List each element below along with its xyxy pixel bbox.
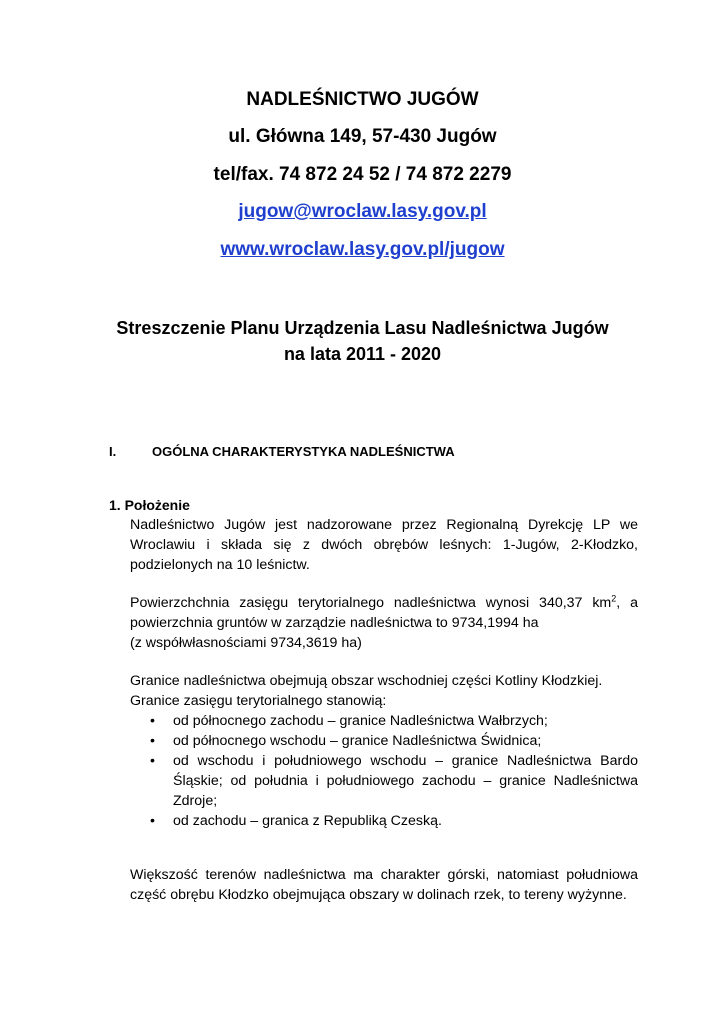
paragraph-area: [130, 593, 638, 653]
area-text-cont: , a powierzchnia gruntów w zarządzie nadleśnictwa to 9734,1994 ha: [130, 595, 638, 631]
email-link[interactable]: jugow@wroclaw.lasy.gov.pl: [238, 201, 487, 222]
bullet-icon: •: [150, 713, 155, 729]
bullet-icon: •: [150, 813, 155, 829]
list-item: [148, 711, 638, 731]
section-number: I.: [109, 444, 117, 459]
list-item-text: od zachodu – granica z Republiką Czeską.: [173, 813, 442, 829]
paragraph-text: Granice nadleśnictwa obejmują obszar wschodniej części Kotliny Kłodzkiej.: [130, 673, 603, 689]
document-title-line2: na lata 2011 - 2020: [283, 344, 442, 364]
website-link[interactable]: www.wroclaw.lasy.gov.pl/jugow: [220, 239, 505, 260]
paragraph-text: (z współwłasnościami 9734,3619 ha): [130, 635, 362, 651]
list-item: [148, 811, 638, 831]
superscript: 2: [611, 593, 617, 604]
list-item: [148, 731, 638, 751]
org-name: NADLEŚNICTWO JUGÓW: [246, 89, 479, 110]
section-heading: OGÓLNA CHARAKTERYSTYKA NADLEŚNICTWA: [152, 444, 455, 459]
paragraph-borders: [130, 671, 638, 711]
document-title-line1: Streszczenie Planu Urządzenia Lasu Nadleśnictwa Jugów: [116, 318, 609, 338]
list-item-text: od północnego zachodu – granice Nadleśnictwa Wałbrzych;: [173, 713, 548, 729]
bullet-icon: •: [150, 733, 155, 749]
phone: tel/fax. 74 872 24 52 / 74 872 2279: [213, 164, 512, 185]
subsection-heading: 1. Położenie: [109, 497, 190, 513]
borders-list: [148, 711, 638, 831]
paragraph-text: Granice zasięgu terytorialnego stanowią:: [130, 693, 387, 709]
address: ul. Główna 149, 57-430 Jugów: [228, 126, 497, 147]
area-text: Powierzchchnia zasięgu terytorialnego nadleśnictwa wynosi 340,37 km: [130, 595, 612, 611]
bullet-icon: •: [150, 753, 155, 769]
paragraph-location: [130, 515, 638, 575]
list-item: [148, 751, 638, 811]
list-item-text: od północnego wschodu – granice Nadleśnictwa Świdnica;: [173, 733, 542, 749]
paragraph-text: [130, 593, 638, 633]
paragraph-terrain: [130, 865, 638, 905]
paragraph-text: Nadleśnictwo Jugów jest nadzorowane przez Regionalną Dyrekcję LP we Wroclawiu i składa się z dwóch obrębów leśnych: 1-Jugów, 2-Kłodzko, podzielonych na 10 leśnictw.: [130, 517, 638, 573]
list-item-text: od wschodu i południowego wschodu – granice Nadleśnictwa Bardo Śląskie; od południa i południowego zachodu – granice Nadleśnictwa Zdroje;: [173, 753, 638, 809]
paragraph-text: Większość terenów nadleśnictwa ma charakter górski, natomiast południowa część obrębu Kłodzko obejmująca obszary w dolinach rzek, to tereny wyżynne.: [130, 867, 638, 903]
